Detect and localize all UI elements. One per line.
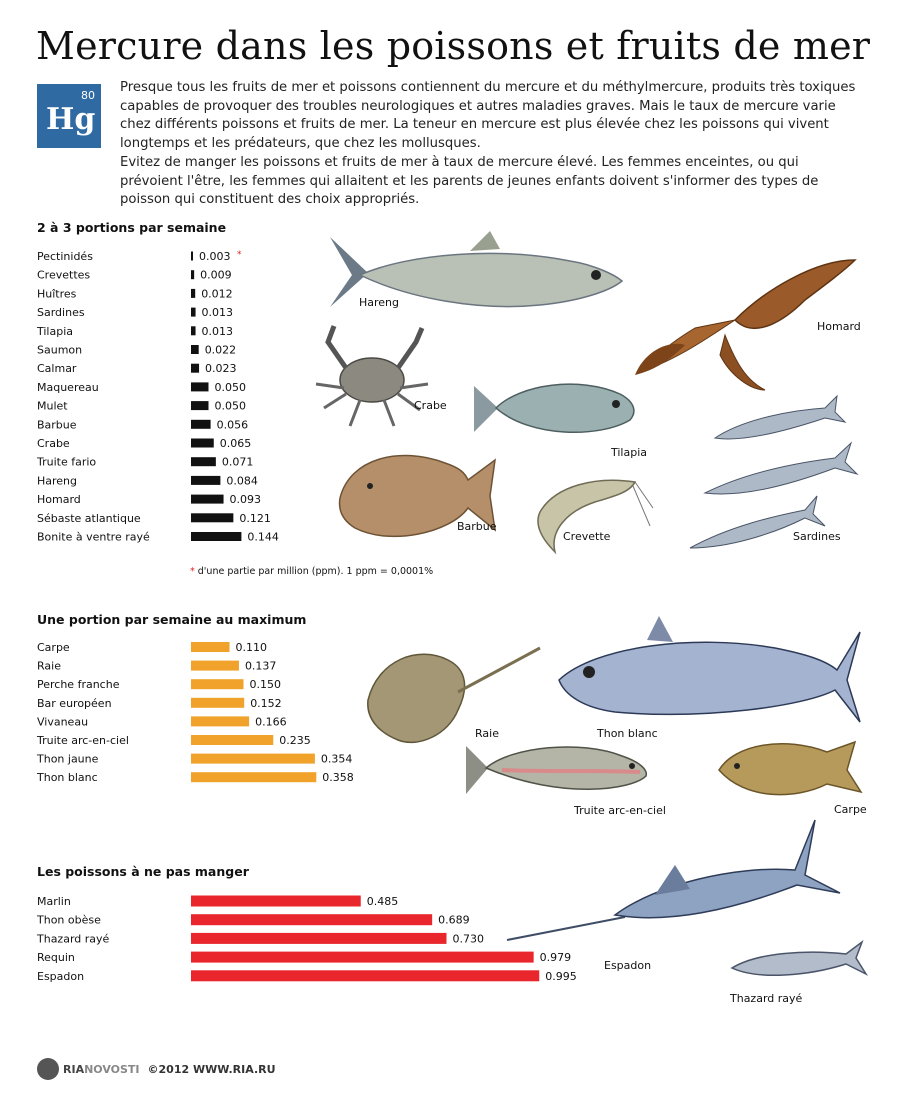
category-label: Thon obèse <box>37 913 101 927</box>
bar <box>191 952 534 963</box>
category-label: Perche franche <box>37 678 120 692</box>
category-label: Thon blanc <box>37 771 98 785</box>
category-label: Truite arc-en-ciel <box>37 734 129 747</box>
label-homard: Homard <box>817 320 861 333</box>
value-label: 0.065 <box>219 437 252 450</box>
category-label: Pectinidés <box>37 250 93 263</box>
value-label: 0.013 <box>201 306 234 320</box>
category-label: Crabe <box>37 437 70 450</box>
value-label: 0.013 <box>201 324 234 338</box>
value-label: 0.137 <box>244 659 277 673</box>
ria-logo-icon <box>37 1058 59 1080</box>
category-label: Thazard rayé <box>37 932 110 946</box>
value-label: 0.730 <box>452 932 484 946</box>
bar <box>191 933 447 944</box>
section-title-low: 2 à 3 portions par semaine <box>37 220 227 235</box>
category-label: Bonite à ventre rayé <box>37 530 150 544</box>
value-label: 0.022 <box>204 343 237 357</box>
label-thazard: Thazard rayé <box>730 992 803 1005</box>
section-title-high: Les poissons à ne pas manger <box>37 864 249 879</box>
category-label: Sardines <box>37 306 85 320</box>
brand-name: RIANOVOSTI <box>63 1062 140 1076</box>
category-label: Homard <box>37 493 81 507</box>
value-label: 0.121 <box>239 511 271 525</box>
category-label: Sébaste atlantique <box>37 511 141 525</box>
category-label: Thon jaune <box>37 752 99 766</box>
label-thon-blanc: Thon blanc <box>597 727 658 740</box>
label-crabe: Crabe <box>414 399 447 412</box>
value-label: 0.979 <box>539 951 572 965</box>
footer <box>37 1058 276 1080</box>
category-label: Vivaneau <box>37 715 89 729</box>
bar <box>191 896 361 907</box>
value-label: 0.012 <box>201 287 233 301</box>
footnote <box>190 566 433 577</box>
value-label: 0.056 <box>216 418 249 432</box>
label-raie: Raie <box>475 727 499 740</box>
shrimp-illustration <box>525 472 655 560</box>
label-carpe: Carpe <box>834 803 867 816</box>
element-symbol: Hg <box>46 102 96 137</box>
king-mackerel-illustration <box>728 938 868 988</box>
footnote-marker: * <box>237 250 242 260</box>
copyright: ©2012 WWW.RIA.RU <box>147 1062 276 1076</box>
category-label: Mulet <box>37 399 68 413</box>
label-hareng: Hareng <box>359 296 400 309</box>
label-sardines: Sardines <box>793 530 841 543</box>
value-label: 0.689 <box>438 913 470 927</box>
value-label: 0.354 <box>320 752 353 766</box>
atomic-number: 80 <box>81 89 95 102</box>
carp-illustration <box>715 730 867 805</box>
value-label: 0.023 <box>205 362 237 376</box>
value-label: 0.071 <box>221 455 254 469</box>
value-label: 0.995 <box>545 969 577 983</box>
label-truite: Truite arc-en-ciel <box>574 804 666 817</box>
lobster-illustration <box>615 240 870 395</box>
bar <box>191 914 432 925</box>
category-label: Barbue <box>37 418 77 432</box>
category-label: Marlin <box>37 895 71 908</box>
category-label: Calmar <box>37 362 77 376</box>
albacore-illustration <box>555 612 865 727</box>
tilapia-illustration <box>470 372 640 444</box>
value-label: 0.144 <box>247 530 279 544</box>
value-label: 0.093 <box>229 493 262 507</box>
crab-illustration <box>310 322 435 437</box>
herring-illustration <box>320 225 630 330</box>
category-label: Crevettes <box>37 268 91 282</box>
value-label: 0.358 <box>322 771 354 785</box>
value-label: 0.084 <box>226 474 258 488</box>
category-label: Raie <box>37 659 61 673</box>
label-espadon: Espadon <box>604 959 652 972</box>
value-label: 0.003 <box>199 250 231 263</box>
intro-paragraph-2: Evitez de manger les poissons et fruits de mer à taux de mercure élevé. Les femmes enceintes, ou qui prévoient l'être, les femmes qui allaitent et les parents de jeunes enfants doivent s'informer des types de poisson qui constituent des choix appropriés. <box>120 154 819 208</box>
label-crevette: Crevette <box>563 530 611 543</box>
category-label: Tilapia <box>37 324 74 338</box>
category-label: Maquereau <box>37 380 99 394</box>
footnote-star: * <box>190 566 195 577</box>
value-label: 0.110 <box>235 641 267 654</box>
value-label: 0.050 <box>214 380 246 394</box>
intro-paragraph-1: Presque tous les fruits de mer et poissons contiennent du mercure et du méthylmercure, produits très toxiques capables de provoquer des troubles neurologiques et autres maladies graves. Mais le taux de mercure varie chez différents poissons et fruits de mer. La teneur en mercure est plus élevée chez les poissons qui vivent longtemps et les prédateurs, que chez les mollusques. <box>120 80 856 152</box>
category-label: Truite fario <box>37 455 97 469</box>
value-label: 0.485 <box>366 895 399 908</box>
footnote-text: d'une partie par million (ppm). 1 ppm = 0,0001% <box>197 566 434 577</box>
label-barbue: Barbue <box>457 520 497 533</box>
value-label: 0.166 <box>255 715 287 729</box>
bar <box>191 970 539 981</box>
value-label: 0.235 <box>279 734 311 747</box>
section-title-medium: Une portion par semaine au maximum <box>37 612 307 627</box>
category-label: Carpe <box>37 641 70 654</box>
category-label: Saumon <box>37 343 83 357</box>
category-label: Bar européen <box>37 696 112 710</box>
value-label: 0.150 <box>249 678 281 692</box>
category-label: Requin <box>37 951 75 965</box>
category-label: Huîtres <box>37 287 77 301</box>
category-label: Espadon <box>37 969 85 983</box>
page-title: Mercure dans les poissons et fruits de mer <box>36 24 871 68</box>
value-label: 0.050 <box>214 399 246 413</box>
category-label: Hareng <box>37 474 78 488</box>
value-label: 0.009 <box>200 268 232 282</box>
sardines-illustration <box>685 388 860 553</box>
label-tilapia: Tilapia <box>611 446 648 459</box>
value-label: 0.152 <box>250 696 282 710</box>
rainbow-trout-illustration <box>462 732 652 804</box>
